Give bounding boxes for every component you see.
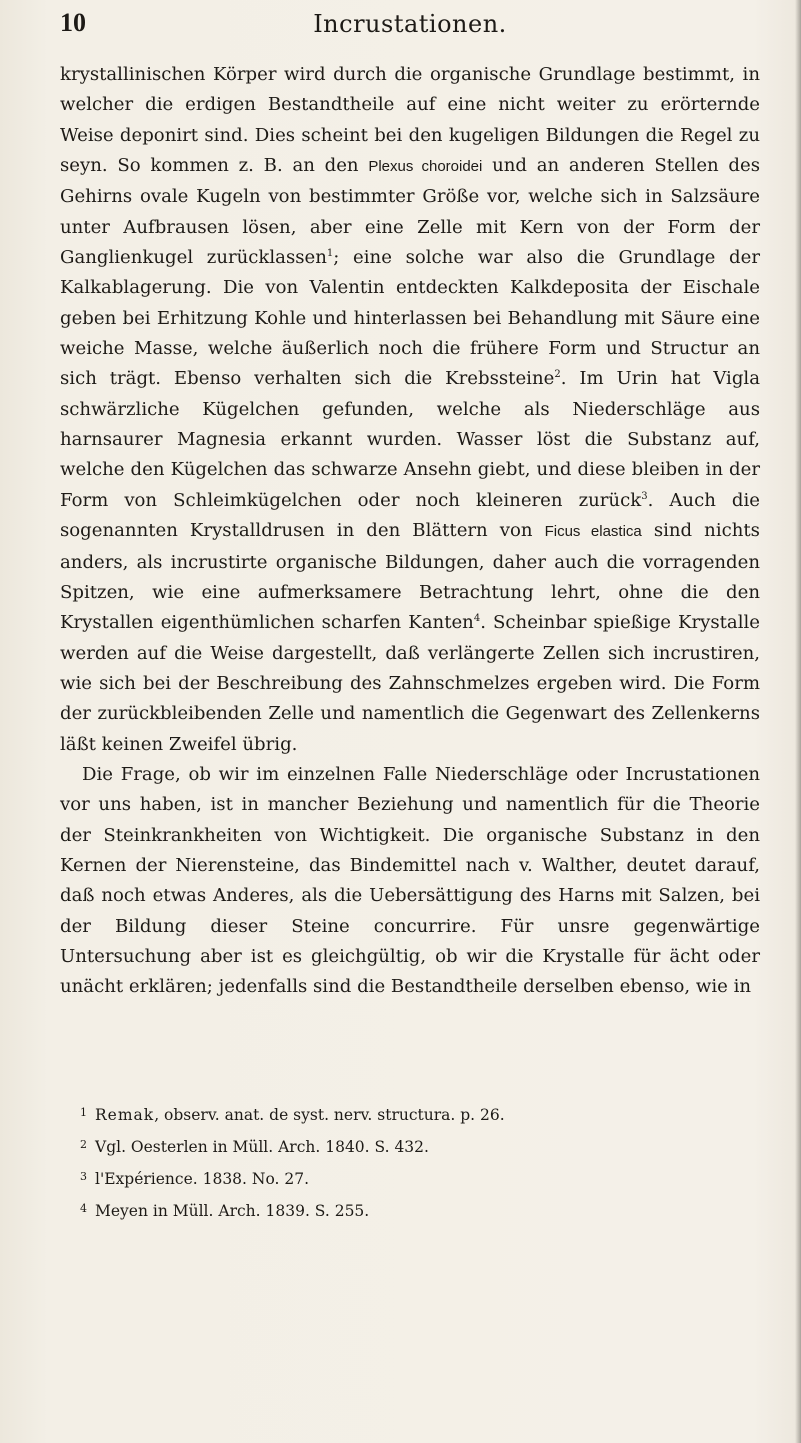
footnote <box>80 1130 760 1162</box>
page-header <box>60 8 760 48</box>
footnote-text: Vgl. Oesterlen in Müll. Arch. 1840. S. 432. <box>95 1138 429 1156</box>
footnote <box>80 1194 760 1226</box>
running-title: Incrustationen. <box>313 10 507 38</box>
footnote-ref: 2 <box>554 369 561 381</box>
footnote <box>80 1162 760 1194</box>
footnote-ref: 3 <box>641 490 648 502</box>
footnote-text: l'Expérience. 1838. No. 27. <box>95 1170 310 1188</box>
latin-term: Ficus elastica <box>544 523 642 541</box>
footnotes <box>80 1098 760 1226</box>
footnote-text: , observ. anat. de syst. nerv. structura. p. 26. <box>154 1106 505 1124</box>
footnote-ref: 1 <box>326 248 334 260</box>
footnote-mark: 1 <box>80 1106 87 1119</box>
page-edge-shadow <box>795 0 801 1443</box>
latin-term: Plexus choroidei <box>368 158 483 176</box>
footnote-mark: 2 <box>80 1138 87 1151</box>
paragraph-2: Die Frage, ob wir im einzelnen Falle Niederschläge oder Incrustationen vor uns haben, ist in mancher Beziehung und namentlich für die Theorie der Steinkrankheiten von Wichtigkeit. Die organische Substanz in den Kernen der Nierensteine, das Bindemittel nach v. Walther, deutet darauf, daß noch etwas Anderes, als die Uebersättigung des Harns mit Salzen, bei der Bildung dieser Steine concurrire. Für unsre gegenwärtige Untersuchung aber ist es gleichgültig, ob wir die Krystalle für ächt oder unächt erklären; jedenfalls sind die Bestandtheile derselben ebenso, wie in <box>60 763 760 998</box>
paragraph-1: krystallinischen Körper wird durch die organische Grundlage bestimmt, in welcher die erdigen Bestandtheile auf eine nicht weiter zu erörternde Weise deponirt sind. Dies scheint bei den kugeligen Bildungen die Regel zu seyn. So kommen z. B. an den Plexus choroidei und an anderen Stellen des Gehirns ovale Kugeln von bestimmter Größe vor, welche sich in Salzsäure unter Aufbrausen lösen, aber eine Zelle mit Kern von der Form der Ganglienkugel zurücklassen$^1$; eine solche war also die Grundlage der Kalkablagerung. Die von Valentin entdeckten Kalkdeposita der Eischale geben bei Erhitzung Kohle und hinterlassen bei Behandlung mit Säure eine weiche Masse, welche äußerlich noch die frühere Form und Structur an sich trägt. Ebenso verhalten sich die Krebssteine$^2$. Im Urin hat Vigla schwärzliche Kügelchen gefunden, welche als Niederschläge aus harnsaurer Magnesia erkannt wurden. Wasser löst die Substanz auf, welche den Kügelchen das schwarze Ansehn giebt, und diese bleiben in der Form von Schleimkügelchen oder noch kleineren zurück$^3$. Auch die sogenannten Krystalldrusen in den Blättern von Ficus elastica sind nichts anders, als incrustirte organische Bildungen, daher auch die vorragenden Spitzen, wie eine aufmerksamere Betrachtung lehrt, ohne die den Krystallen eigenthümlichen scharfen Kanten$^4$. Scheinbar spießige Krystalle werden auf die Weise dargestellt, daß verlängerte Zellen sich incrustiren, wie sich bei der Beschreibung des Zahnschmelzes ergeben wird. Die Form der zurückbleibenden Zelle und namentlich die Gegenwart des Zellenkerns läßt keinen Zweifel übrig. <box>60 64 761 755</box>
footnote-mark: 4 <box>80 1202 87 1215</box>
footnote-mark: 3 <box>80 1170 87 1183</box>
footnote-ref: 4 <box>473 613 481 625</box>
footnote-author: Remak <box>95 1106 155 1124</box>
main-text <box>60 60 760 1003</box>
footnote-text: Meyen in Müll. Arch. 1839. S. 255. <box>95 1202 370 1220</box>
footnote <box>80 1098 760 1130</box>
page-number: 10 <box>60 8 86 37</box>
